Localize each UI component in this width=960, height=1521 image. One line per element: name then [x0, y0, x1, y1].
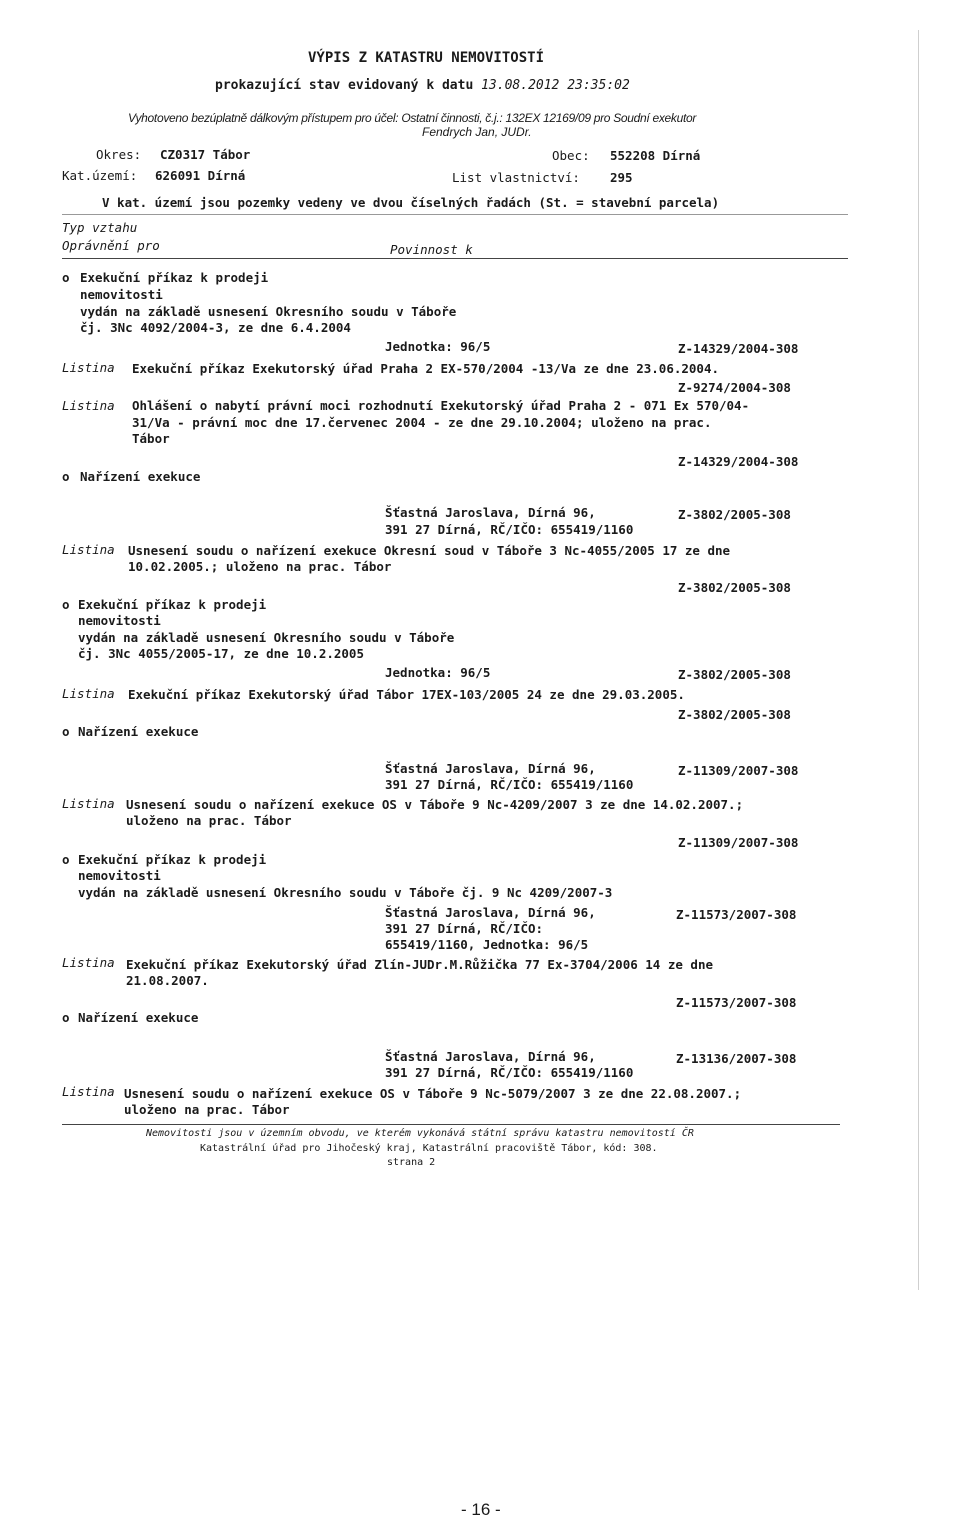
z-number-7: Z-3802/2005-308: [678, 707, 791, 722]
listina-5-line-1: Usnesení soudu o nařízení exekuce OS v Táboře 9 Nc-4209/2007 3 ze dne 14.02.2007.;: [126, 797, 744, 812]
listina-label-5: Listina: [62, 796, 115, 811]
listina-7-line-1: Usnesení soudu o nařízení exekuce OS v Táboře 9 Nc-5079/2007 3 ze dne 22.08.2007.;: [124, 1086, 742, 1101]
listina-2-line-2: 31/Va - právní moc dne 17.červenec 2004 - ze dne 29.10.2004; uloženo na prac.: [132, 415, 712, 430]
entry-1-bullet: o: [62, 270, 70, 285]
entry-4-title: Nařízení exekuce: [78, 724, 199, 739]
entry-1-title: Exekuční příkaz k prodeji: [80, 270, 269, 285]
person-4-line-1: Šťastná Jaroslava, Dírná 96,: [385, 1049, 596, 1064]
jednotka-1: Jednotka: 96/5: [385, 339, 491, 354]
footer-divider: [62, 1124, 840, 1125]
subtitle-prefix: prokazující stav evidovaný k datu: [215, 78, 474, 93]
person-2-line-2: 391 27 Dírná, RČ/IČO: 655419/1160: [385, 777, 634, 792]
person-3-line-2: 391 27 Dírná, RČ/IČO:: [385, 921, 544, 936]
listina-text-4: Exekuční příkaz Exekutorský úřad Tábor 17EX-103/2005 24 ze dne 29.03.2005.: [128, 687, 685, 702]
entry-2-title: Nařízení exekuce: [80, 469, 201, 484]
column-typ-vztahu: Typ vztahu: [62, 220, 138, 235]
z-number-1: Z-14329/2004-308: [678, 341, 799, 356]
purpose-line-2: Fendrych Jan, JUDr.: [422, 125, 532, 139]
katuzemi-value: 626091 Dírná: [155, 168, 246, 183]
entry-1-line-4: čj. 3Nc 4092/2004-3, ze dne 6.4.2004: [80, 320, 351, 335]
z-number-8: Z-11309/2007-308: [678, 763, 799, 778]
listina-3-line-2: 10.02.2005.; uloženo na prac. Tábor: [128, 559, 392, 574]
z-number-12: Z-13136/2007-308: [676, 1051, 797, 1066]
entry-6-title: Nařízení exekuce: [78, 1010, 199, 1025]
entry-4-bullet: o: [62, 724, 70, 739]
listina-2-line-3: Tábor: [132, 431, 170, 446]
column-povinnost-k: Povinnost k: [390, 242, 473, 257]
column-opravneni-pro: Oprávnění pro: [62, 238, 160, 253]
entry-6-bullet: o: [62, 1010, 70, 1025]
listina-3-line-1: Usnesení soudu o nařízení exekuce Okresní soud v Táboře 3 Nc-4055/2005 17 ze dne: [128, 543, 731, 558]
katuzemi-label: Kat.území:: [62, 168, 138, 183]
person-1-line-1: Šťastná Jaroslava, Dírná 96,: [385, 505, 596, 520]
lv-value: 295: [610, 170, 633, 185]
entry-3-bullet: o: [62, 597, 70, 612]
z-number-10: Z-11573/2007-308: [676, 907, 797, 922]
listina-label-2: Listina: [62, 398, 115, 413]
obec-value: 552208 Dírná: [610, 148, 701, 163]
scan-edge-line: [918, 30, 919, 1290]
entry-2-bullet: o: [62, 469, 70, 484]
footer-line-2: Katastrální úřad pro Jihočeský kraj, Katastrální pracoviště Tábor, kód: 308.: [200, 1143, 658, 1154]
listina-text-1: Exekuční příkaz Exekutorský úřad Praha 2 EX-570/2004 -13/Va ze dne 23.06.2004.: [132, 361, 719, 376]
subtitle-date: 13.08.2012 23:35:02: [481, 78, 630, 93]
z-number-9: Z-11309/2007-308: [678, 835, 799, 850]
jednotka-2: Jednotka: 96/5: [385, 665, 491, 680]
z-number-4: Z-3802/2005-308: [678, 507, 791, 522]
header-divider: [62, 214, 848, 215]
entry-5-title: Exekuční příkaz k prodeji: [78, 852, 267, 867]
obec-label: Obec:: [552, 148, 590, 163]
document-title: VÝPIS Z KATASTRU NEMOVITOSTÍ: [308, 50, 545, 66]
okres-label: Okres:: [96, 147, 142, 162]
listina-label-4: Listina: [62, 686, 115, 701]
listina-6-line-2: 21.08.2007.: [126, 973, 209, 988]
parcel-note: V kat. území jsou pozemky vedeny ve dvou číselných řadách (St. = stavební parcela): [102, 195, 720, 210]
entry-1-title-2: nemovitosti: [80, 287, 163, 302]
purpose-line-1: Vyhotoveno bezúplatně dálkovým přístupem pro účel: Ostatní činnosti, č.j.: 132EX 12169/09 pro Soudní exekutor: [128, 111, 697, 125]
entry-5-line-3: vydán na základě usnesení Okresního soudu v Táboře čj. 9 Nc 4209/2007-3: [78, 885, 613, 900]
z-number-11: Z-11573/2007-308: [676, 995, 797, 1010]
z-number-6: Z-3802/2005-308: [678, 667, 791, 682]
lv-label: List vlastnictví:: [452, 170, 580, 185]
columns-divider: [62, 258, 848, 259]
entry-5-title-2: nemovitosti: [78, 868, 161, 883]
person-3-line-1: Šťastná Jaroslava, Dírná 96,: [385, 905, 596, 920]
z-number-3: Z-14329/2004-308: [678, 454, 799, 469]
person-2-line-1: Šťastná Jaroslava, Dírná 96,: [385, 761, 596, 776]
listina-label-6: Listina: [62, 955, 115, 970]
listina-6-line-1: Exekuční příkaz Exekutorský úřad Zlín-JUDr.M.Růžička 77 Ex-3704/2006 14 ze dne: [126, 957, 713, 972]
entry-3-title-2: nemovitosti: [78, 613, 161, 628]
entry-3-line-3: vydán na základě usnesení Okresního soudu v Táboře: [78, 630, 455, 645]
footer-line-1: Nemovitosti jsou v územním obvodu, ve kterém vykonává státní správu katastru nemovitostí ČR: [146, 1128, 694, 1139]
person-1-line-2: 391 27 Dírná, RČ/IČO: 655419/1160: [385, 522, 634, 537]
z-number-2: Z-9274/2004-308: [678, 380, 791, 395]
z-number-5: Z-3802/2005-308: [678, 580, 791, 595]
entry-5-bullet: o: [62, 852, 70, 867]
okres-value: CZ0317 Tábor: [160, 147, 251, 162]
footer-page: strana 2: [387, 1157, 436, 1168]
listina-label-3: Listina: [62, 542, 115, 557]
document-subtitle: [215, 78, 630, 94]
entry-1-line-3: vydán na základě usnesení Okresního soudu v Táboře: [80, 304, 457, 319]
entry-3-line-4: čj. 3Nc 4055/2005-17, ze dne 10.2.2005: [78, 646, 364, 661]
person-3-line-3: 655419/1160, Jednotka: 96/5: [385, 937, 589, 952]
person-4-line-2: 391 27 Dírná, RČ/IČO: 655419/1160: [385, 1065, 634, 1080]
listina-5-line-2: uloženo na prac. Tábor: [126, 813, 292, 828]
listina-label-7: Listina: [62, 1084, 115, 1099]
entry-3-title: Exekuční příkaz k prodeji: [78, 597, 267, 612]
page-number: - 16 -: [461, 1500, 501, 1519]
listina-label-1: Listina: [62, 360, 115, 375]
listina-7-line-2: uloženo na prac. Tábor: [124, 1102, 290, 1117]
listina-2-line-1: Ohlášení o nabytí právní moci rozhodnutí Exekutorský úřad Praha 2 - 071 Ex 570/04-: [132, 398, 750, 413]
